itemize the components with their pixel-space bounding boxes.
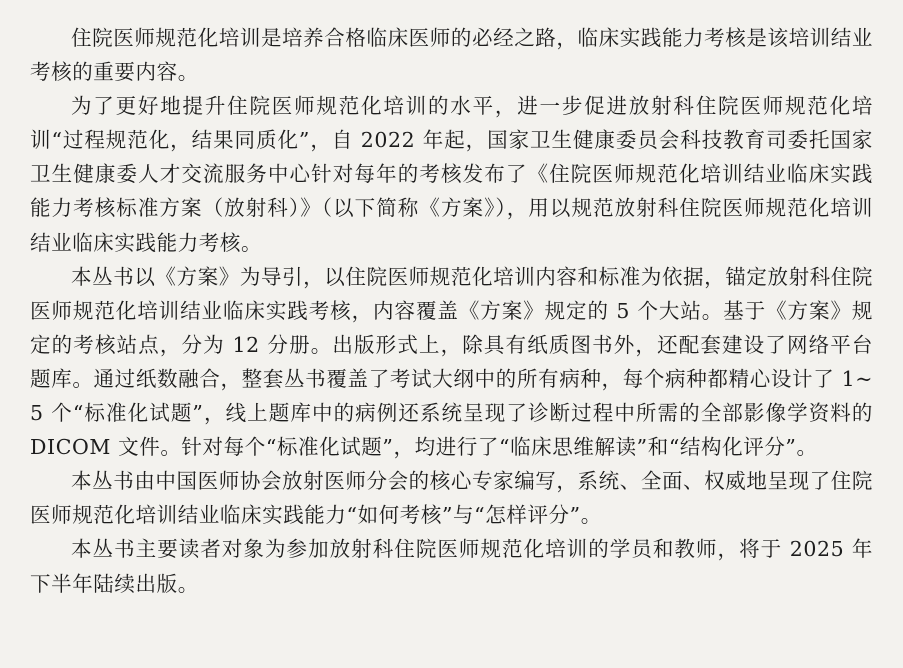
paragraph-audience: 本丛书主要读者对象为参加放射科住院医师规范化培训的学员和教师，将于 2025 年下半年陆续出版。 (30, 537, 873, 596)
paragraph-intro: 住院医师规范化培训是培养合格临床医师的必经之路，临床实践能力考核是该培训结业考核的重要内容。 (30, 26, 873, 85)
paragraph-series-content: 本丛书以《方案》为导引，以住院医师规范化培训内容和标准为依据，锚定放射科住院医师规范化培训结业临床实践考核，内容覆盖《方案》规定的 5 个大站。基于《方案》规定的考核站点，分为 12 分册。出版形式上，除具有纸质图书外，还配套建设了网络平台题库。通过纸数融合，整套丛书覆盖了考试大纲中的所有病种，每个病种都精心设计了 1~5 个“标准化试题”，线上题库中的病例还系统呈现了诊断过程中所需的全部影像学资料的 DICOM 文件。针对每个“标准化试题”，均进行了“临床思维解读”和“结构化评分”。 (30, 264, 873, 460)
paragraph-background: 为了更好地提升住院医师规范化培训的水平，进一步促进放射科住院医师规范化培训“过程规范化，结果同质化”，自 2022 年起，国家卫生健康委员会科技教育司委托国家卫生健康委人才交流服务中心针对每年的考核发布了《住院医师规范化培训结业临床实践能力考核标准方案（放射科）》（以下简称《方案》），用以规范放射科住院医师规范化培训结业临床实践能力考核。 (30, 94, 873, 255)
paragraph-authors: 本丛书由中国医师协会放射医师分会的核心专家编写，系统、全面、权威地呈现了住院医师规范化培训结业临床实践能力“如何考核”与“怎样评分”。 (30, 469, 873, 528)
